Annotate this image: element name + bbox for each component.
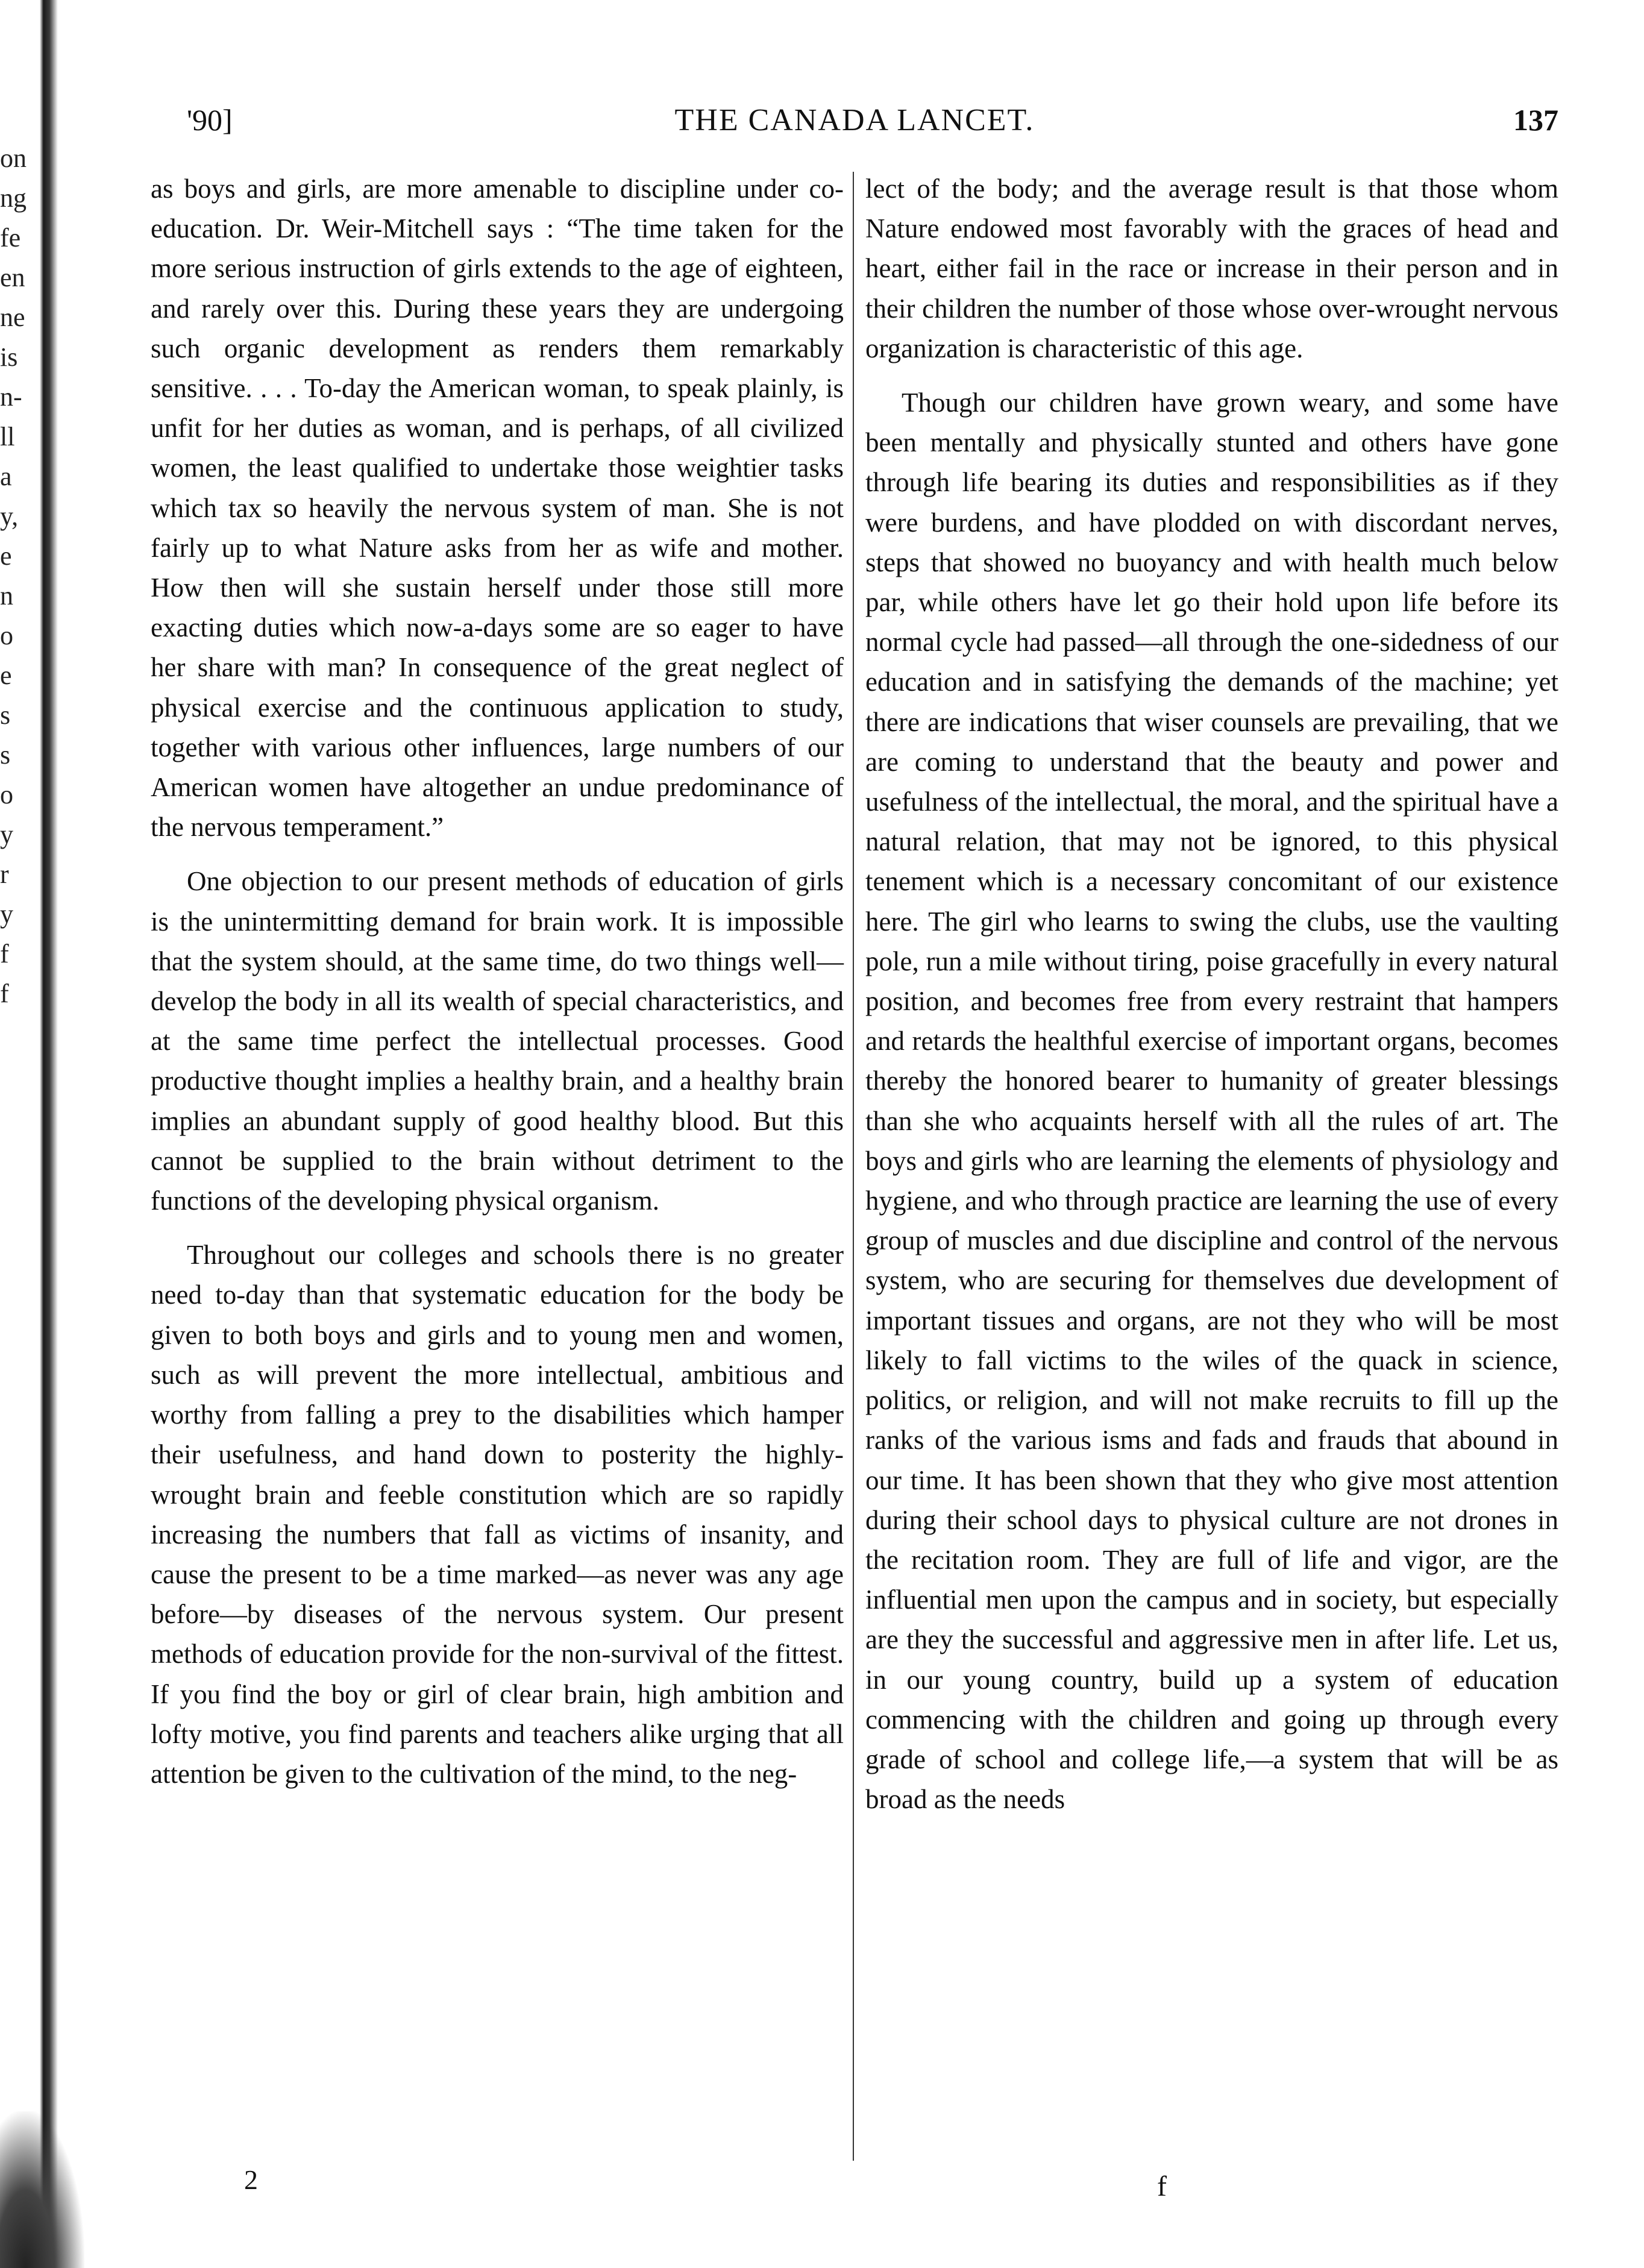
- margin-fragment: r: [0, 859, 9, 889]
- margin-fragment: o: [0, 621, 13, 650]
- paragraph: Throughout our colleges and schools there is no greater need to-day than that systematic education for the body be given to both boys and girls and to young men and women, such as will prevent the more intellectual, ambitious and worthy from falling a prey to the disabilities which hamper their usefulness, and hand down to posterity the highly-wrought brain and feeble constitution which are so rapidly increasing the numbers that fall as victims of insanity, and cause the present to be a time marked—as never was any age before—by diseases of the nervous system. Our present methods of education provide for the non-survival of the fittest. If you find the boy or girl of clear brain, high ambition and lofty motive, you find parents and teachers alike urging that all attention be given to the cultivation of the mind, to the neg-: [151, 1240, 844, 1789]
- margin-fragment: ng: [0, 183, 27, 213]
- header-year: '90]: [187, 103, 233, 137]
- margin-fragment: n-: [0, 382, 22, 412]
- margin-fragment: y: [0, 820, 13, 849]
- page-number: 137: [1513, 103, 1558, 137]
- paragraph: One objection to our present methods of education of girls is the unintermitting demand for brain work. It is impossible that the system should, at the same time, do two things well—develop the body in all its wealth of special characteristics, and at the same time perfect the intellectual processes. Good productive thought implies a healthy brain, and a healthy brain implies an abundant supply of good healthy blood. But this cannot be supplied to the brain without detriment to the functions of the developing physical organism.: [151, 866, 844, 1216]
- margin-fragment: ll: [0, 422, 15, 451]
- right-column: [865, 169, 1558, 1833]
- margin-fragment: y,: [0, 501, 19, 531]
- margin-fragment: is: [0, 342, 18, 372]
- paragraph: lect of the body; and the average result is that those whom Nature endowed most favorably with the graces of head and heart, either fail in the race or increase in their person and in their children the number of those whose over-wrought nervous organization is characteristic of this age.: [865, 174, 1558, 363]
- page-corner-shadow: [0, 2111, 84, 2268]
- margin-fragment: f: [0, 939, 9, 969]
- signature-number: 2: [244, 2164, 258, 2195]
- margin-fragment: en: [0, 263, 25, 292]
- left-column: [151, 169, 844, 1808]
- margin-fragment: e: [0, 661, 12, 690]
- margin-fragment: ne: [0, 303, 25, 332]
- margin-fragment: s: [0, 700, 11, 730]
- margin-fragment: y: [0, 899, 13, 929]
- margin-fragment: s: [0, 740, 11, 770]
- margin-fragment: on: [0, 143, 27, 173]
- facing-page-fragments: [0, 139, 39, 1014]
- paragraph: Though our children have grown weary, and some have been mentally and physically stunted and others have gone through life bearing its duties and responsibilities as if they were burdens, and have plodded on with discordant nerves, steps that showed no buoyancy and with health much below par, while others have let go their hold upon life before its normal cycle had passed—all through the one-sidedness of our education and in satisfying the demands of the machine; yet there are indications that wiser counsels are prevailing, that we are coming to understand that the beauty and power and usefulness of the intellectual, the moral, and the spiritual have a natural relation, that may not be ignored, to this physical tenement which is a necessary concomitant of our existence here. The girl who learns to swing the clubs, use the vaulting pole, run a mile without tiring, poise gracefully in every natural position, and becomes free from every restraint that hampers and retards the healthful exercise of important organs, becomes thereby the honored bearer to humanity of greater blessings than she who acquaints herself with all the rules of art. The boys and girls who are learning the elements of physiology and hygiene, and who through practice are learning the use of every group of muscles and due discipline and control of the nervous system, who are securing for themselves due development of important tissues and organs, are not they who will be most likely to fall victims to the wiles of the quack in science, politics, or religion, and will not make recruits to fill up the ranks of the various isms and fads and frauds that abound in our time. It has been shown that they who give most attention during their school days to physical culture are not drones in the recitation room. They are full of life and vigor, are the influential men upon the campus and in society, but especially are they the successful and aggressive men in after life. Let us, in our young country, build up a system of education commencing with the children and going up through every grade of school and college life,—a system that will be as broad as the needs: [865, 388, 1558, 1815]
- margin-fragment: f: [0, 979, 9, 1008]
- margin-fragment: a: [0, 462, 12, 491]
- margin-fragment: o: [0, 780, 13, 809]
- margin-fragment: n: [0, 581, 13, 611]
- margin-fragment: e: [0, 541, 12, 571]
- journal-title: THE CANADA LANCET.: [674, 103, 1035, 137]
- paragraph: as boys and girls, are more amenable to discipline under co-education. Dr. Weir-Mitchell says : “The time taken for the more serious instruction of girls extends to the age of eighteen, and rarely over this. During these years they are undergoing such organic development as renders them remarkably sensitive. . . . To-day the American woman, to speak plainly, is unfit for her duties as woman, and is perhaps, of all civilized women, the least qualified to undertake those weightier tasks which tax so heavily the nervous system of man. She is not fairly up to what Nature asks from her as wife and mother. How then will she sustain herself under those still more exacting duties which now-a-days some are so eager to have her share with man? In consequence of the great neglect of physical exercise and the continuous application to study, together with various other influences, large numbers of our American women have altogether an undue predominance of the nervous temperament.”: [151, 174, 844, 843]
- footer-mark: f: [1157, 2170, 1167, 2202]
- running-header: [151, 102, 1558, 157]
- column-divider: [853, 172, 854, 2161]
- margin-fragment: fe: [0, 223, 21, 253]
